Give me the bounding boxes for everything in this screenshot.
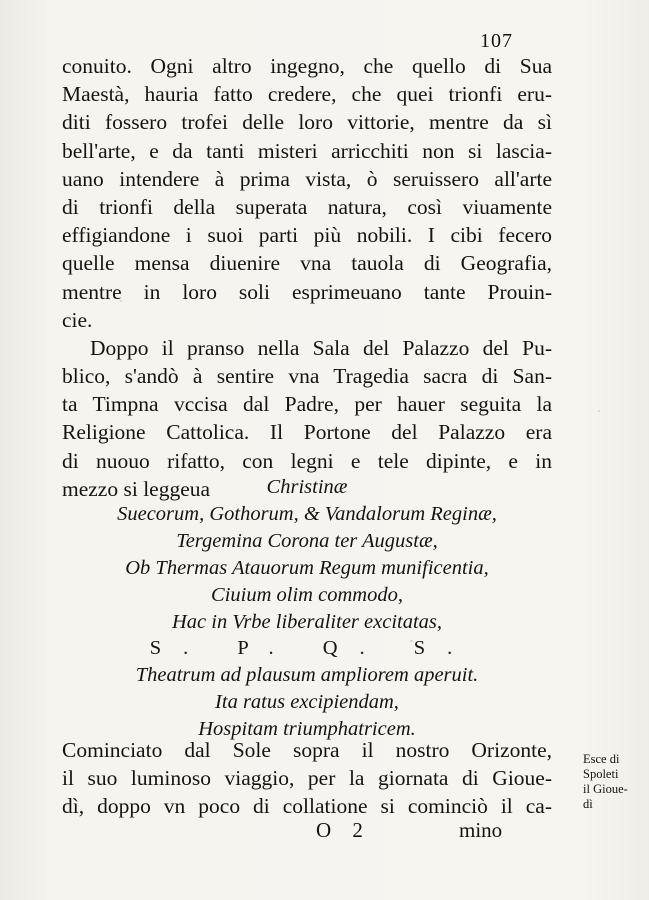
margin-note-line: il Gioue- bbox=[583, 782, 628, 796]
text-line: uano intendere à prima vista, ò seruissero all'arte bbox=[62, 166, 552, 191]
text-line: ta Timpna vccisa dal Padre, per hauer seguita la bbox=[62, 392, 552, 417]
margin-note-line: Spoleti bbox=[583, 767, 619, 781]
inscription-line: Suecorum, Gothorum, & Vandalorum Reginæ, bbox=[117, 502, 497, 525]
inscription-line: Ciuium olim commodo, bbox=[211, 583, 403, 606]
page-footer bbox=[62, 818, 552, 846]
text-line: Doppo il pranso nella Sala del Palazzo del Pu- bbox=[90, 335, 552, 360]
inscription-line: Christinæ bbox=[266, 476, 348, 498]
inscription-line: Hospitam triumphatricem. bbox=[198, 718, 416, 741]
inscription-line: Ob Thermas Atauorum Regum munificentia, bbox=[125, 556, 489, 579]
text-line: Maestà, hauria fatto credere, che quei trionfi eru- bbox=[62, 82, 552, 107]
inscription-line: Hac in Vrbe liberaliter excitatas, bbox=[171, 610, 443, 633]
margin-note-line: Esce di bbox=[583, 752, 620, 766]
latin-inscription bbox=[62, 474, 552, 743]
text-line: mezzo si leggeua bbox=[62, 476, 211, 501]
margin-note-line: dì bbox=[583, 797, 593, 811]
text-line: dì, doppo vn poco di collatione si cominciò il ca- bbox=[62, 794, 552, 819]
catchword: mino bbox=[459, 818, 503, 842]
text-line: effigiandone i suoi parti più nobili. I cibi fecero bbox=[62, 223, 552, 248]
text-line: di trionfi della superata natura, così viuamente bbox=[62, 194, 552, 219]
inscription-line: Tergemina Corona ter Augustæ, bbox=[176, 529, 438, 552]
text-line: bell'arte, e da tanti misteri arricchiti non si lascia- bbox=[62, 138, 552, 163]
text-line: conuito. Ogni altro ingegno, che quello di Sua bbox=[62, 54, 552, 78]
inscription-line: S. P. Q. S. bbox=[149, 637, 475, 660]
margin-note bbox=[583, 752, 645, 812]
paragraph-1 bbox=[62, 52, 552, 503]
text-line: di nuouo rifatto, con legni e tele dipinte, e in bbox=[62, 448, 552, 473]
text-line: Religione Cattolica. Il Portone del Palazzo era bbox=[62, 420, 552, 445]
text-line: quelle mensa diuenire vna tauola di Geografia, bbox=[62, 251, 552, 276]
text-line: mentre in loro soli esprimeuano tante Prouin- bbox=[62, 279, 552, 304]
text-line: Cominciato dal Sole sopra il nostro Orizonte, bbox=[62, 738, 552, 762]
text-line: il suo luminoso viaggio, per la giornata di Gioue- bbox=[62, 766, 552, 791]
text-line: diti fossero trofei delle loro vittorie, mentre da sì bbox=[62, 110, 552, 135]
inscription-line: Ita ratus excipiendam, bbox=[215, 691, 399, 714]
inscription-line: Theatrum ad plausum ampliorem aperuit. bbox=[135, 664, 479, 687]
signature-mark: O 2 bbox=[316, 818, 371, 842]
paragraph-3 bbox=[62, 736, 552, 821]
page-number: 107 bbox=[480, 30, 513, 52]
text-line: cie. bbox=[62, 307, 93, 332]
text-line: blico, s'andò à sentire vna Tragedia sacra di San- bbox=[62, 364, 552, 389]
